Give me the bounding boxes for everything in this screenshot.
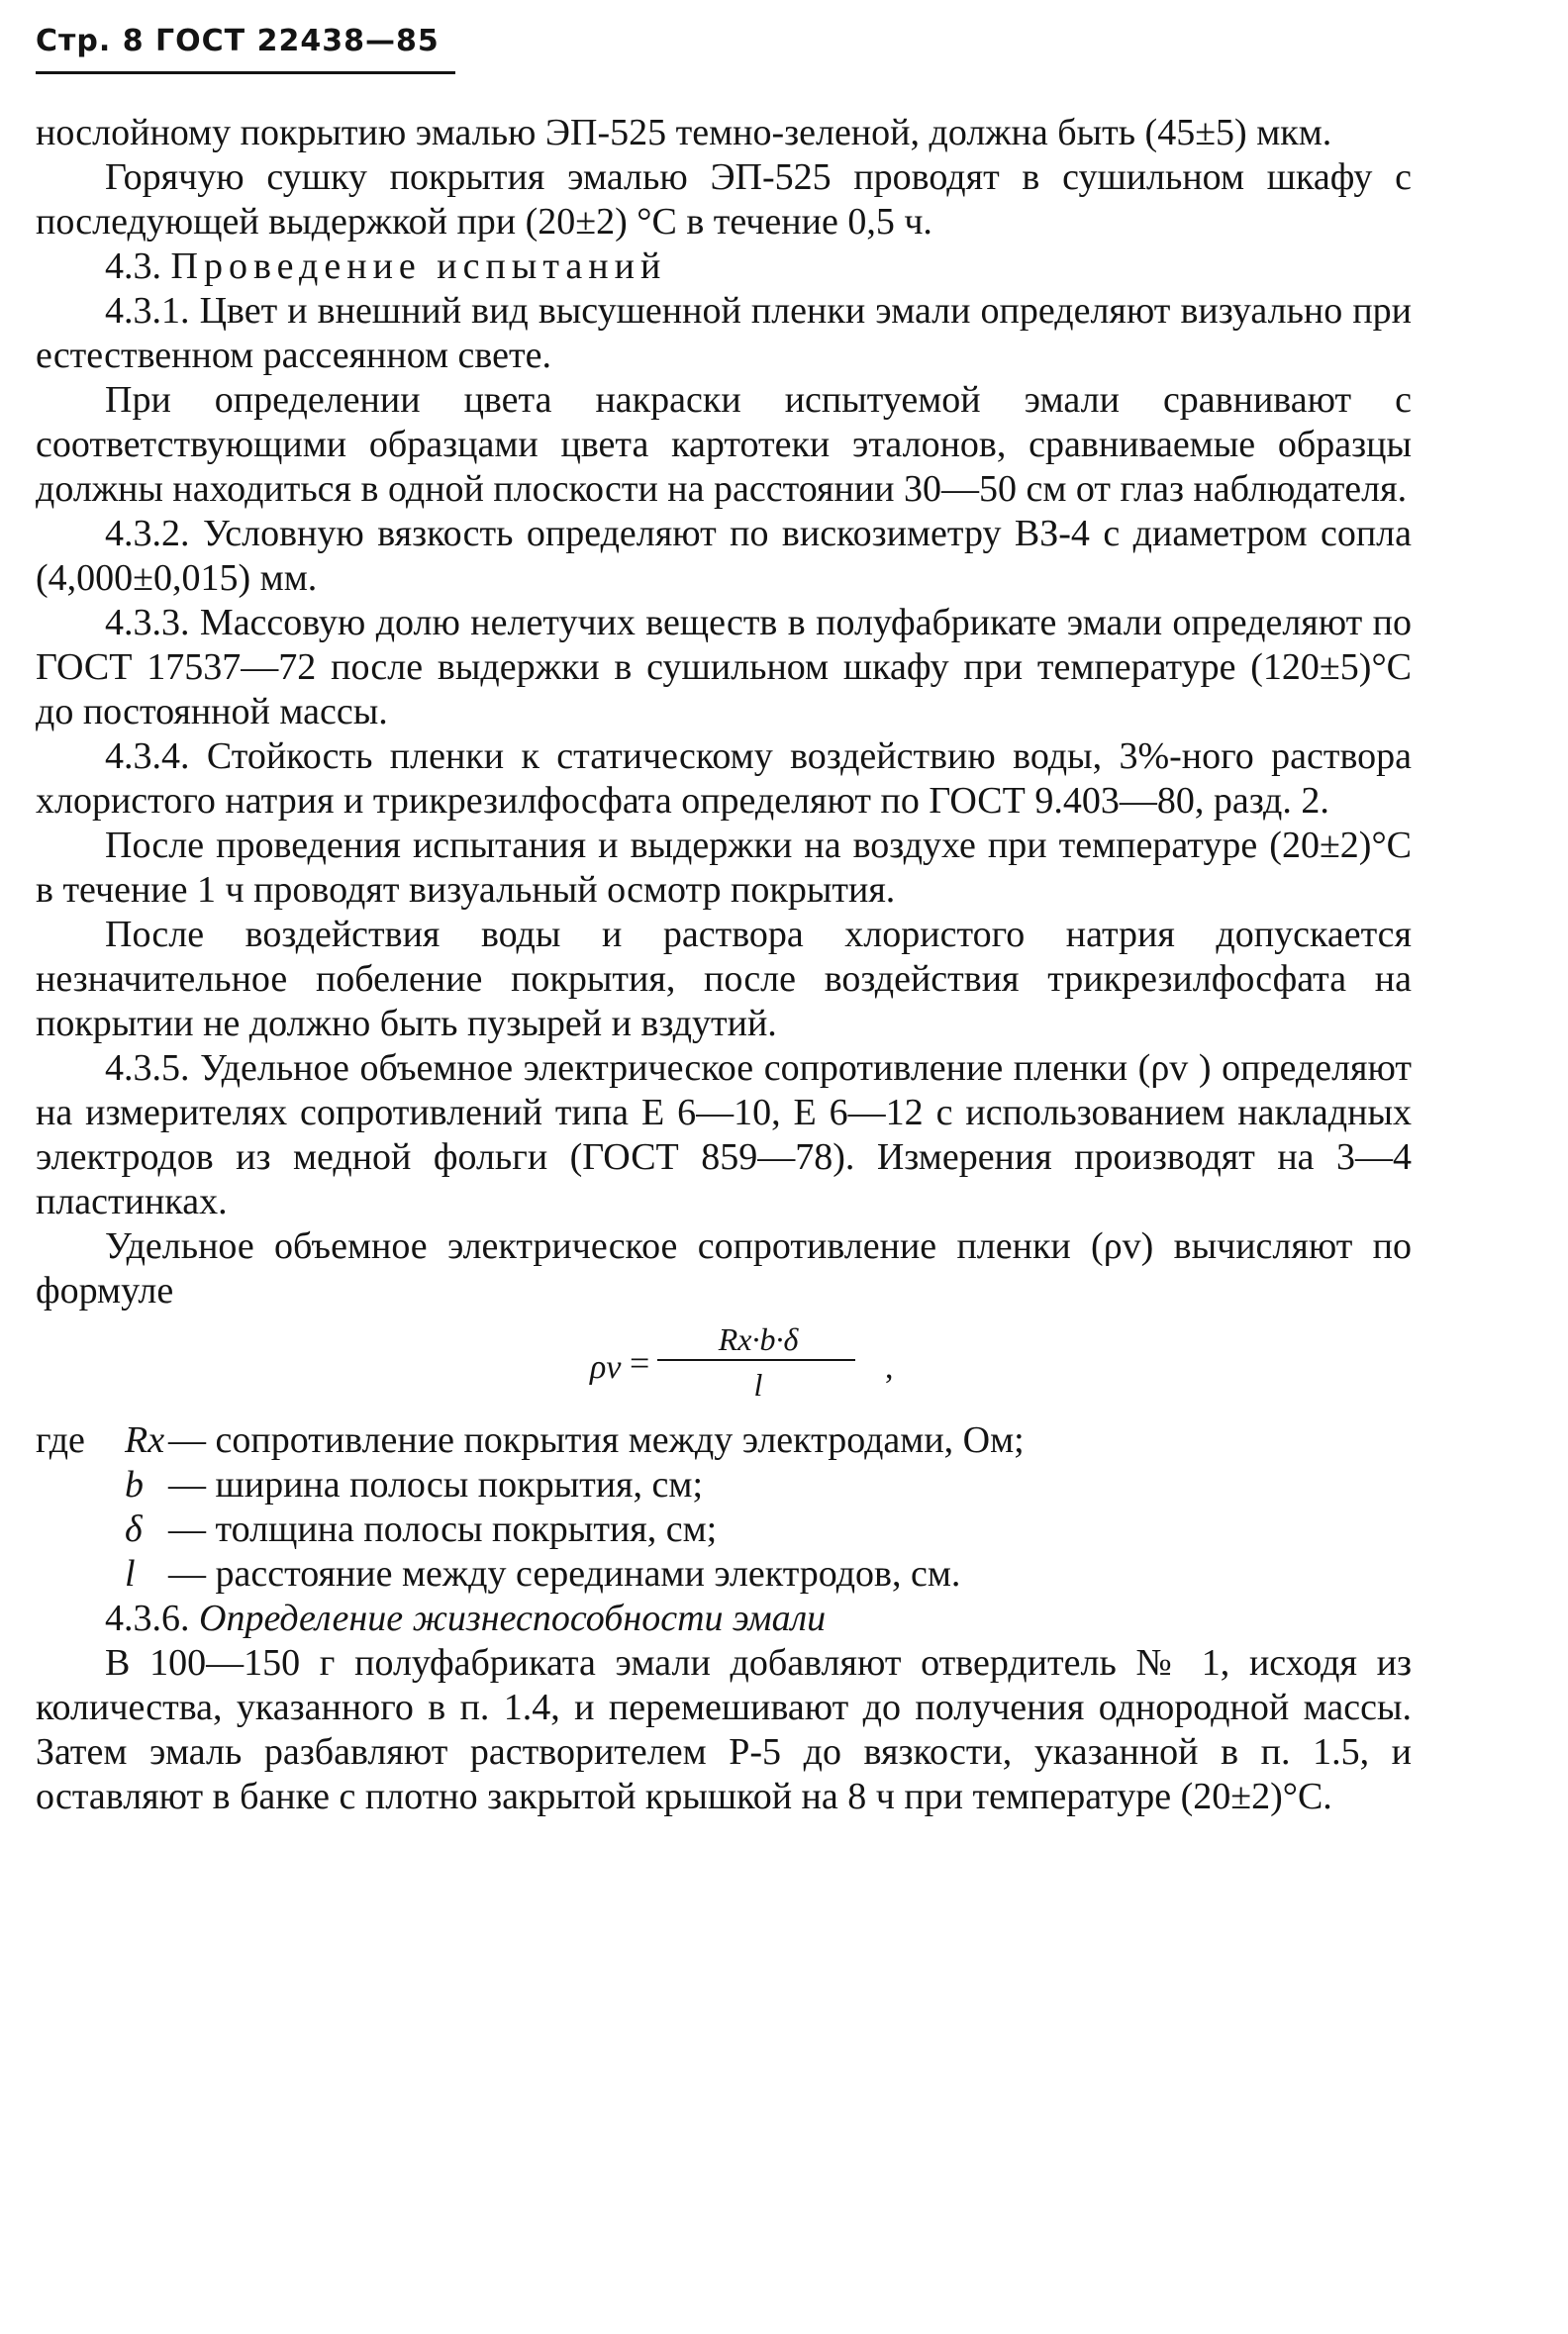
definition-lead-spacer xyxy=(36,1463,125,1507)
body-text xyxy=(36,111,1412,1819)
definition-row xyxy=(36,1507,1412,1552)
formula-comma: , xyxy=(885,1349,894,1386)
paragraph: После воздействия воды и раствора хлористого натрия допускается незначительное побеление покрытия, после воздействия трикрезилфосфата на покрытии не должно быть пузырей и вздутий. xyxy=(36,914,1412,1044)
formula-lhs: ρv xyxy=(590,1349,622,1386)
paragraph: 4.3.5. Удельное объемное электрическое сопротивление пленки (ρv ) определяют на измерителях сопротивлений типа Е 6—10, Е 6—12 с использованием накладных электродов из медной фольги (ГОСТ 859—78). Измерения производят на 3—4 пластинках. xyxy=(36,1047,1412,1222)
definition-text: — толщина полосы покрытия, см; xyxy=(168,1508,718,1550)
paragraph: 4.3.2. Условную вязкость определяют по вискозиметру ВЗ-4 с диаметром сопла (4,000±0,015) мм. xyxy=(36,513,1412,599)
paragraph: нослойному покрытию эмалью ЭП-525 темно-зеленой, должна быть (45±5) мкм. xyxy=(36,112,1332,153)
paragraph: 4.3.1. Цвет и внешний вид высушенной пленки эмали определяют визуально при естественном рассеянном свете. xyxy=(36,290,1412,376)
paragraph: Горячую сушку покрытия эмалью ЭП-525 проводят в сушильном шкафу с последующей выдержкой при (20±2) °С в течение 0,5 ч. xyxy=(36,156,1412,243)
formula xyxy=(36,1317,1412,1407)
formula-equals: = xyxy=(630,1343,650,1383)
definition-symbol: Rx xyxy=(125,1419,165,1461)
section-heading xyxy=(36,244,1412,289)
section-title: Проведение испытаний xyxy=(170,245,667,287)
formula-denominator: l xyxy=(753,1367,763,1403)
definition-lead-spacer xyxy=(36,1552,125,1597)
definition-row xyxy=(36,1463,1412,1507)
formula-numerator: Rx·b·δ xyxy=(718,1321,799,1357)
definition-row xyxy=(36,1418,1412,1463)
definition-symbol: b xyxy=(125,1464,144,1506)
fraction-bar xyxy=(657,1359,855,1361)
definition-lead-spacer xyxy=(36,1507,125,1552)
definition-text: — сопротивление покрытия между электродами, Ом; xyxy=(168,1419,1025,1461)
definitions-list xyxy=(36,1418,1412,1597)
paragraph: После проведения испытания и выдержки на воздухе при температуре (20±2)°С в течение 1 ч проводят визуальный осмотр покрытия. xyxy=(36,825,1412,911)
paragraph: Удельное объемное электрическое сопротивление пленки (ρv) вычисляют по формуле xyxy=(36,1225,1412,1312)
subsection-title: Определение жизнеспособности эмали xyxy=(199,1598,827,1639)
paragraph: 4.3.3. Массовую долю нелетучих веществ в полуфабрикате эмали определяют по ГОСТ 17537—72 после выдержки в сушильном шкафу при температуре (120±5)°С до постоянной массы. xyxy=(36,602,1412,732)
definition-row xyxy=(36,1552,1412,1597)
paragraph: В 100—150 г полуфабриката эмали добавляют отвердитель № 1, исходя из количества, указанного в п. 1.4, и перемешивают до получения однородной массы. Затем эмаль разбавляют растворителем Р-5 до вязкости, указанной в п. 1.5, и оставляют в банке с плотно закрытой крышкой на 8 ч при температуре (20±2)°С. xyxy=(36,1642,1412,1817)
definition-symbol: δ xyxy=(125,1508,143,1550)
header-rule xyxy=(36,71,455,74)
paragraph: 4.3.4. Стойкость пленки к статическому воздействию воды, 3%-ного раствора хлористого натрия и трикрезилфосфата определяют по ГОСТ 9.403—80, разд. 2. xyxy=(36,735,1412,822)
definition-symbol: l xyxy=(125,1553,136,1595)
definition-text: — расстояние между серединами электродов, см. xyxy=(168,1553,961,1595)
definition-text: — ширина полосы покрытия, см; xyxy=(168,1464,703,1506)
definition-lead: где xyxy=(36,1419,85,1461)
subsection-heading xyxy=(36,1597,1412,1641)
page-header: Стр. 8 ГОСТ 22438—85 xyxy=(36,24,440,58)
subsection-number: 4.3.6. xyxy=(105,1598,190,1639)
paragraph: При определении цвета накраски испытуемой эмали сравнивают с соответствующими образцами цвета картотеки эталонов, сравниваемые образцы должны находиться в одной плоскости на расстоянии 30—50 см от глаз наблюдателя. xyxy=(36,379,1412,510)
section-number: 4.3. xyxy=(105,245,161,287)
